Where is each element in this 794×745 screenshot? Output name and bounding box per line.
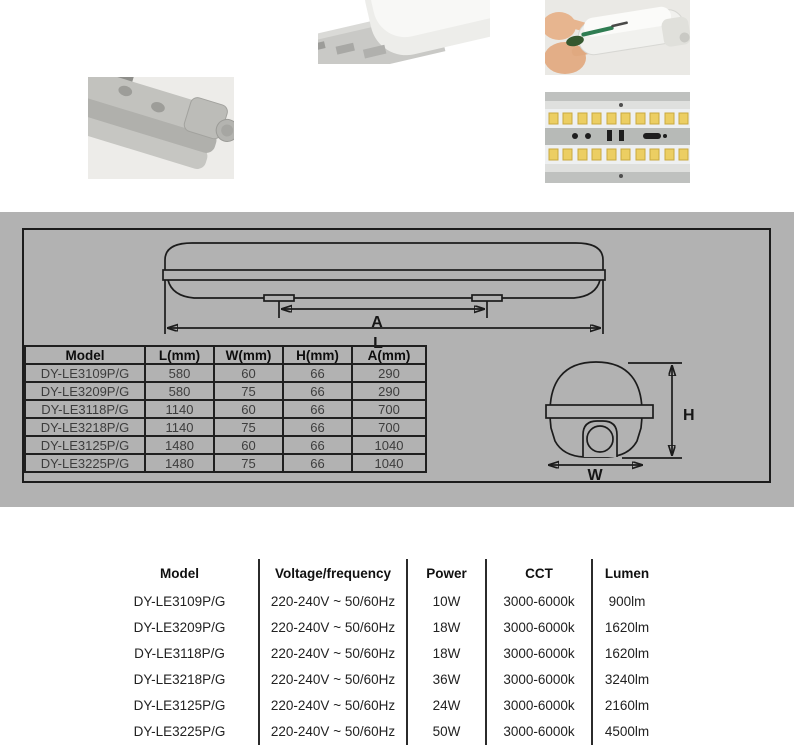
table-row [25, 454, 426, 472]
cell-power: 18W [432, 619, 461, 635]
cell-w: 60 [214, 400, 283, 418]
dim-label-h: H [683, 407, 695, 424]
spec-table-row [100, 666, 662, 692]
cell-h: 66 [283, 400, 352, 418]
cell-power: 18W [432, 645, 461, 661]
cell-w: 60 [214, 436, 283, 454]
cell-lumen: 2160lm [604, 697, 650, 713]
spec-table-row [100, 588, 662, 614]
cell-cct: 3000-6000k [503, 697, 575, 713]
cell-cct: 3000-6000k [503, 619, 575, 635]
cell-model: DY-LE3118P/G [134, 645, 225, 661]
end-view-drawing [546, 362, 695, 483]
cell-w: 60 [214, 364, 283, 382]
cell-a: 290 [352, 364, 426, 382]
dimension-table-header-row [25, 346, 426, 364]
dimension-table [24, 345, 427, 473]
spec-table-header-row [100, 559, 662, 588]
cell-l: 580 [145, 382, 214, 400]
column-header-l: L(mm) [145, 346, 214, 364]
table-row [25, 436, 426, 454]
column-header-voltage: Voltage/frequency [274, 566, 392, 581]
grey-endcap-cable-gland-photo [88, 77, 234, 179]
cell-model: DY-LE3218P/G [133, 671, 226, 687]
cell-voltage: 220-240V ~ 50/60Hz [270, 645, 396, 661]
cell-w: 75 [214, 382, 283, 400]
cell-power: 36W [432, 671, 461, 687]
cell-lumen: 1620lm [604, 645, 650, 661]
cell-voltage: 220-240V ~ 50/60Hz [270, 593, 396, 609]
cell-h: 66 [283, 382, 352, 400]
spec-table-row [100, 692, 662, 718]
dim-label-w: W [587, 467, 603, 483]
table-row [25, 400, 426, 418]
cell-l: 580 [145, 364, 214, 382]
column-header-w: W(mm) [214, 346, 283, 364]
column-header-h: H(mm) [283, 346, 352, 364]
cell-model: DY-LE3225P/G [25, 454, 145, 472]
column-header-power: Power [426, 566, 467, 581]
cell-model: DY-LE3109P/G [133, 593, 226, 609]
cell-model: DY-LE3209P/G [133, 619, 226, 635]
white-fixture-corner-photo [318, 0, 490, 64]
cell-power: 50W [432, 723, 461, 739]
table-row [25, 418, 426, 436]
cell-voltage: 220-240V ~ 50/60Hz [270, 619, 396, 635]
spec-table-row [100, 614, 662, 640]
side-view-drawing [163, 243, 605, 352]
column-divider [406, 559, 408, 745]
column-divider [258, 559, 260, 745]
cell-voltage: 220-240V ~ 50/60Hz [270, 697, 396, 713]
cell-l: 1140 [145, 400, 214, 418]
cell-a: 290 [352, 382, 426, 400]
spec-table-row [100, 640, 662, 666]
led-board-closeup-photo [545, 92, 690, 183]
cell-model: DY-LE3209P/G [25, 382, 145, 400]
cell-model: DY-LE3118P/G [25, 400, 145, 418]
cell-w: 75 [214, 454, 283, 472]
cell-model: DY-LE3225P/G [133, 723, 226, 739]
dimensions-panel [0, 212, 794, 507]
cell-cct: 3000-6000k [503, 645, 575, 661]
cell-h: 66 [283, 436, 352, 454]
spec-table-row [100, 718, 662, 744]
column-divider [485, 559, 487, 745]
cell-voltage: 220-240V ~ 50/60Hz [270, 671, 396, 687]
cell-w: 75 [214, 418, 283, 436]
cell-h: 66 [283, 418, 352, 436]
column-header-lumen: Lumen [604, 566, 650, 581]
cell-l: 1480 [145, 454, 214, 472]
cell-model: DY-LE3109P/G [25, 364, 145, 382]
cell-lumen: 1620lm [604, 619, 650, 635]
cell-cct: 3000-6000k [503, 671, 575, 687]
dim-label-a: A [371, 314, 383, 331]
column-header-a: A(mm) [352, 346, 426, 364]
cell-power: 10W [432, 593, 461, 609]
dim-label-l: L [373, 335, 383, 352]
cell-a: 700 [352, 400, 426, 418]
cell-a: 1040 [352, 436, 426, 454]
cell-lumen: 900lm [608, 593, 646, 609]
cell-cct: 3000-6000k [503, 723, 575, 739]
cell-a: 700 [352, 418, 426, 436]
column-header-cct: CCT [525, 566, 553, 581]
spec-table [100, 559, 662, 745]
cell-model: DY-LE3218P/G [25, 418, 145, 436]
cell-lumen: 3240lm [604, 671, 650, 687]
cell-lumen: 4500lm [604, 723, 650, 739]
cell-l: 1480 [145, 436, 214, 454]
cell-h: 66 [283, 364, 352, 382]
installation-hands-screwdriver-photo [545, 0, 690, 75]
table-row [25, 364, 426, 382]
table-row [25, 382, 426, 400]
column-divider [591, 559, 593, 745]
cell-power: 24W [432, 697, 461, 713]
cell-l: 1140 [145, 418, 214, 436]
column-header-model: Model [160, 566, 199, 581]
cell-model: DY-LE3125P/G [25, 436, 145, 454]
column-header-model: Model [25, 346, 145, 364]
diagram-frame [22, 228, 771, 483]
cell-cct: 3000-6000k [503, 593, 575, 609]
cell-h: 66 [283, 454, 352, 472]
cell-a: 1040 [352, 454, 426, 472]
cell-voltage: 220-240V ~ 50/60Hz [270, 723, 396, 739]
cell-model: DY-LE3125P/G [133, 697, 226, 713]
